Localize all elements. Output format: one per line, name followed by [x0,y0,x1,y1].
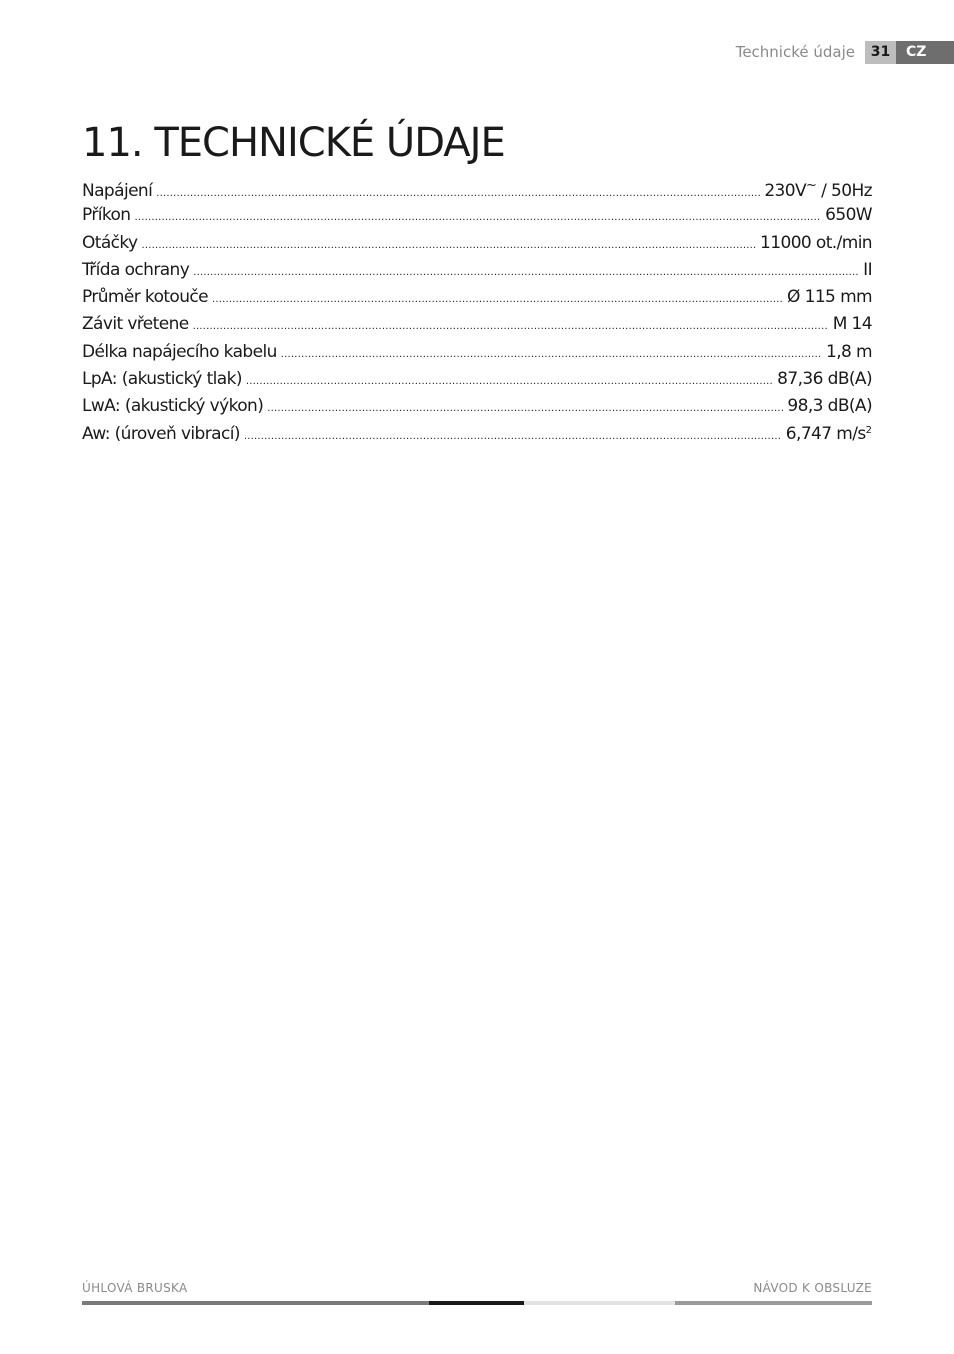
footer-manual-label: NÁVOD K OBSLUZE [753,1281,872,1295]
dot-leader [134,212,821,223]
spec-label: Závit vřetene [82,314,189,335]
spec-label: Třída ochrany [82,259,190,280]
spec-row-power-supply [82,178,872,205]
spec-label: LwA: (akustický výkon) [82,396,264,417]
spec-row-speed [82,233,872,260]
spec-label: Délka napájecího kabelu [82,341,277,362]
page-title: 11. TECHNICKÉ ÚDAJE [82,120,505,166]
spec-row-vibration [82,424,872,451]
spec-value: II [863,259,872,280]
page-header [736,41,954,64]
spec-label: Otáčky [82,232,138,253]
header-section-title: Technické údaje [735,43,855,61]
spec-value: 1,8 m [826,341,872,362]
footer-bar-segment [429,1301,524,1305]
dot-leader [246,376,773,387]
spec-value: 98,3 dB(A) [787,396,872,417]
spec-row-spindle-thread [82,314,872,341]
spec-label: Příkon [82,205,131,226]
spec-value: 87,36 dB(A) [777,369,872,390]
footer-bar [82,1301,872,1305]
spec-row-disc-diameter [82,287,872,314]
spec-row-protection-class [82,260,872,287]
spec-value-suffix: / 50Hz [816,181,872,201]
spec-value-sup: 2 [865,424,872,436]
spec-label: Průměr kotouče [82,287,209,308]
spec-value [786,424,872,444]
spec-label: LpA: (akustický tlak) [82,369,242,390]
footer-bar-segment [82,1301,429,1305]
dot-leader [142,240,757,251]
dot-leader [212,294,783,305]
spec-row-sound-power [82,396,872,423]
spec-label: Napájení [82,181,153,201]
dot-leader [193,267,859,278]
spec-value: 650W [825,205,872,226]
spec-value-main: 230V [764,181,807,201]
language-badge: CZ [896,41,954,64]
spec-row-sound-pressure [82,369,872,396]
spec-value-sup: ~ [806,178,817,193]
spec-label: Aw: (úroveň vibrací) [82,423,240,444]
dot-leader [281,349,822,360]
dot-leader [156,188,760,199]
spec-value: M 14 [832,314,872,335]
spec-value-main: 6,747 m/s [785,423,866,444]
footer-bar-segment [675,1301,872,1305]
dot-leader [267,403,783,414]
spec-value: Ø 115 mm [787,287,872,308]
dot-leader [193,321,829,332]
footer-product-name: ÚHLOVÁ BRUSKA [82,1281,188,1295]
spec-row-cable-length [82,342,872,369]
page-number: 31 [865,41,896,64]
spec-list [82,178,872,451]
spec-value [764,178,872,201]
spec-value: 11000 ot./min [760,232,872,253]
spec-row-input-power [82,205,872,232]
dot-leader [244,431,782,442]
footer-bar-segment [524,1301,675,1305]
